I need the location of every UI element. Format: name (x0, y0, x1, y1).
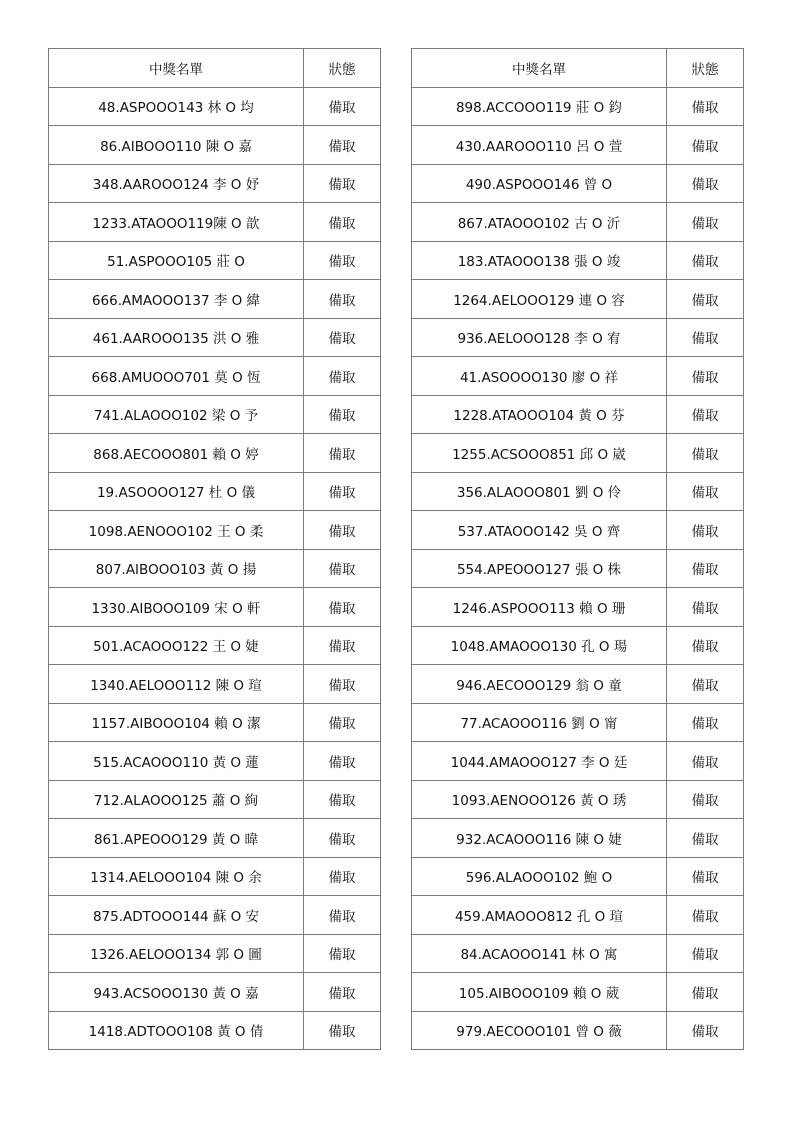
winner-entry: 936.AELOOO128 李 O 宥 (412, 318, 667, 357)
status-cell: 備取 (304, 434, 381, 473)
status-cell: 備取 (667, 1011, 744, 1050)
status-cell: 備取 (667, 126, 744, 165)
table-row (49, 626, 381, 665)
status-cell: 備取 (667, 896, 744, 935)
status-cell: 備取 (304, 588, 381, 627)
table-row (412, 472, 744, 511)
winner-entry: 861.APEOOO129 黃 O 暐 (49, 819, 304, 858)
status-cell: 備取 (667, 626, 744, 665)
winner-entry: 1233.ATAOOO119陳 O 歆 (49, 203, 304, 242)
status-cell: 備取 (304, 896, 381, 935)
table-header-row (412, 49, 744, 88)
table-row (49, 164, 381, 203)
header-winner-list: 中獎名單 (49, 49, 304, 88)
winner-entry: 1048.AMAOOO130 孔 O 瑒 (412, 626, 667, 665)
winner-entry: 501.ACAOOO122 王 O 婕 (49, 626, 304, 665)
table-row (49, 357, 381, 396)
table-row (412, 742, 744, 781)
winner-entry: 596.ALAOOO102 鮑 O (412, 857, 667, 896)
winner-entry: 666.AMAOOO137 李 O 緯 (49, 280, 304, 319)
table-row (412, 241, 744, 280)
status-cell: 備取 (304, 472, 381, 511)
table-row (412, 549, 744, 588)
table-row (412, 357, 744, 396)
winner-entry: 77.ACAOOO116 劉 O 甯 (412, 703, 667, 742)
table-row (49, 819, 381, 858)
table-row (49, 780, 381, 819)
table-row (49, 934, 381, 973)
status-cell: 備取 (304, 126, 381, 165)
table-row (49, 742, 381, 781)
table-row (49, 318, 381, 357)
table-row (49, 665, 381, 704)
winner-entry: 898.ACCOOO119 莊 O 鈞 (412, 87, 667, 126)
table-row (412, 703, 744, 742)
status-cell: 備取 (667, 703, 744, 742)
winner-entry: 356.ALAOOO801 劉 O 伶 (412, 472, 667, 511)
table-row (412, 819, 744, 858)
status-cell: 備取 (667, 973, 744, 1012)
status-cell: 備取 (304, 357, 381, 396)
winner-entry: 41.ASOOOO130 廖 O 祥 (412, 357, 667, 396)
winner-entry: 537.ATAOOO142 吳 O 齊 (412, 511, 667, 550)
winner-entry: 183.ATAOOO138 張 O 竣 (412, 241, 667, 280)
table-row (49, 395, 381, 434)
winner-entry: 867.ATAOOO102 古 O 沂 (412, 203, 667, 242)
table-row (412, 626, 744, 665)
status-cell: 備取 (304, 934, 381, 973)
table-row (412, 434, 744, 473)
table-row (49, 203, 381, 242)
table-row (412, 511, 744, 550)
winner-entry: 1093.AENOOO126 黃 O 琇 (412, 780, 667, 819)
status-cell: 備取 (304, 241, 381, 280)
winner-entry: 348.AAROOO124 李 O 妤 (49, 164, 304, 203)
table-row (49, 703, 381, 742)
winner-entry: 105.AIBOOO109 賴 O 葳 (412, 973, 667, 1012)
winner-entry: 19.ASOOOO127 杜 O 儀 (49, 472, 304, 511)
status-cell: 備取 (667, 280, 744, 319)
status-cell: 備取 (667, 857, 744, 896)
table-row (49, 1011, 381, 1050)
status-cell: 備取 (667, 549, 744, 588)
winner-entry: 1044.AMAOOO127 李 O 廷 (412, 742, 667, 781)
header-status: 狀態 (667, 49, 744, 88)
status-cell: 備取 (667, 241, 744, 280)
winner-table-left (48, 48, 381, 1050)
winner-entry: 86.AIBOOO110 陳 O 嘉 (49, 126, 304, 165)
winner-entry: 1330.AIBOOO109 宋 O 軒 (49, 588, 304, 627)
status-cell: 備取 (304, 780, 381, 819)
status-cell: 備取 (304, 280, 381, 319)
status-cell: 備取 (304, 973, 381, 1012)
winner-entry: 875.ADTOOO144 蘇 O 安 (49, 896, 304, 935)
status-cell: 備取 (304, 395, 381, 434)
table-row (412, 588, 744, 627)
winner-entry: 712.ALAOOO125 蕭 O 絢 (49, 780, 304, 819)
status-cell: 備取 (667, 434, 744, 473)
status-cell: 備取 (304, 511, 381, 550)
status-cell: 備取 (667, 395, 744, 434)
winner-entry: 668.AMUOOO701 莫 O 恆 (49, 357, 304, 396)
table-row (412, 280, 744, 319)
status-cell: 備取 (667, 203, 744, 242)
status-cell: 備取 (304, 318, 381, 357)
status-cell: 備取 (667, 472, 744, 511)
winner-entry: 807.AIBOOO103 黃 O 揚 (49, 549, 304, 588)
table-row (412, 164, 744, 203)
table-row (412, 934, 744, 973)
table-row (49, 588, 381, 627)
status-cell: 備取 (304, 1011, 381, 1050)
status-cell: 備取 (304, 164, 381, 203)
table-row (49, 472, 381, 511)
table-row (49, 973, 381, 1012)
table-row (412, 780, 744, 819)
status-cell: 備取 (304, 703, 381, 742)
winner-entry: 554.APEOOO127 張 O 株 (412, 549, 667, 588)
winner-entry: 515.ACAOOO110 黃 O 蓮 (49, 742, 304, 781)
table-row (412, 203, 744, 242)
status-cell: 備取 (667, 934, 744, 973)
winner-entry: 1326.AELOOO134 郭 O 圖 (49, 934, 304, 973)
winner-entry: 84.ACAOOO141 林 O 寓 (412, 934, 667, 973)
winner-entry: 48.ASPOOO143 林 O 均 (49, 87, 304, 126)
table-row (412, 857, 744, 896)
status-cell: 備取 (667, 588, 744, 627)
status-cell: 備取 (304, 857, 381, 896)
winner-table-right (411, 48, 744, 1050)
status-cell: 備取 (304, 87, 381, 126)
status-cell: 備取 (304, 665, 381, 704)
winner-entry: 1418.ADTOOO108 黃 O 倩 (49, 1011, 304, 1050)
winner-entry: 1264.AELOOO129 連 O 容 (412, 280, 667, 319)
table-row (49, 857, 381, 896)
table-row (49, 280, 381, 319)
status-cell: 備取 (304, 819, 381, 858)
status-cell: 備取 (304, 742, 381, 781)
header-status: 狀態 (304, 49, 381, 88)
winner-entry: 932.ACAOOO116 陳 O 婕 (412, 819, 667, 858)
winner-entry: 1340.AELOOO112 陳 O 瑄 (49, 665, 304, 704)
status-cell: 備取 (667, 780, 744, 819)
table-row (412, 395, 744, 434)
winner-entry: 490.ASPOOO146 曾 O (412, 164, 667, 203)
table-row (49, 126, 381, 165)
table-row (412, 973, 744, 1012)
winner-entry: 430.AAROOO110 呂 O 萱 (412, 126, 667, 165)
table-row (412, 87, 744, 126)
winner-entry: 741.ALAOOO102 梁 O 予 (49, 395, 304, 434)
table-row (49, 511, 381, 550)
status-cell: 備取 (304, 203, 381, 242)
status-cell: 備取 (667, 357, 744, 396)
table-row (49, 549, 381, 588)
winner-entry: 979.AECOOO101 曾 O 薇 (412, 1011, 667, 1050)
status-cell: 備取 (304, 626, 381, 665)
table-row (412, 1011, 744, 1050)
winner-entry: 868.AECOOO801 賴 O 婷 (49, 434, 304, 473)
table-row (49, 87, 381, 126)
status-cell: 備取 (667, 511, 744, 550)
winner-entry: 51.ASPOOO105 莊 O (49, 241, 304, 280)
header-winner-list: 中獎名單 (412, 49, 667, 88)
winner-entry: 1246.ASPOOO113 賴 O 珊 (412, 588, 667, 627)
winner-entry: 1157.AIBOOO104 賴 O 潔 (49, 703, 304, 742)
table-row (412, 665, 744, 704)
status-cell: 備取 (667, 87, 744, 126)
winner-entry: 461.AAROOO135 洪 O 雅 (49, 318, 304, 357)
winner-entry: 1314.AELOOO104 陳 O 余 (49, 857, 304, 896)
winner-entry: 943.ACSOOO130 黃 O 嘉 (49, 973, 304, 1012)
table-row (49, 241, 381, 280)
table-row (412, 318, 744, 357)
table-row (412, 896, 744, 935)
table-row (49, 896, 381, 935)
status-cell: 備取 (667, 164, 744, 203)
status-cell: 備取 (667, 318, 744, 357)
status-cell: 備取 (667, 665, 744, 704)
status-cell: 備取 (667, 742, 744, 781)
table-header-row (49, 49, 381, 88)
status-cell: 備取 (667, 819, 744, 858)
table-row (49, 434, 381, 473)
winner-entry: 1228.ATAOOO104 黃 O 芬 (412, 395, 667, 434)
status-cell: 備取 (304, 549, 381, 588)
winner-entry: 946.AECOOO129 翁 O 童 (412, 665, 667, 704)
winner-entry: 459.AMAOOO812 孔 O 瑄 (412, 896, 667, 935)
table-row (412, 126, 744, 165)
winner-entry: 1255.ACSOOO851 邱 O 崴 (412, 434, 667, 473)
winner-entry: 1098.AENOOO102 王 O 柔 (49, 511, 304, 550)
